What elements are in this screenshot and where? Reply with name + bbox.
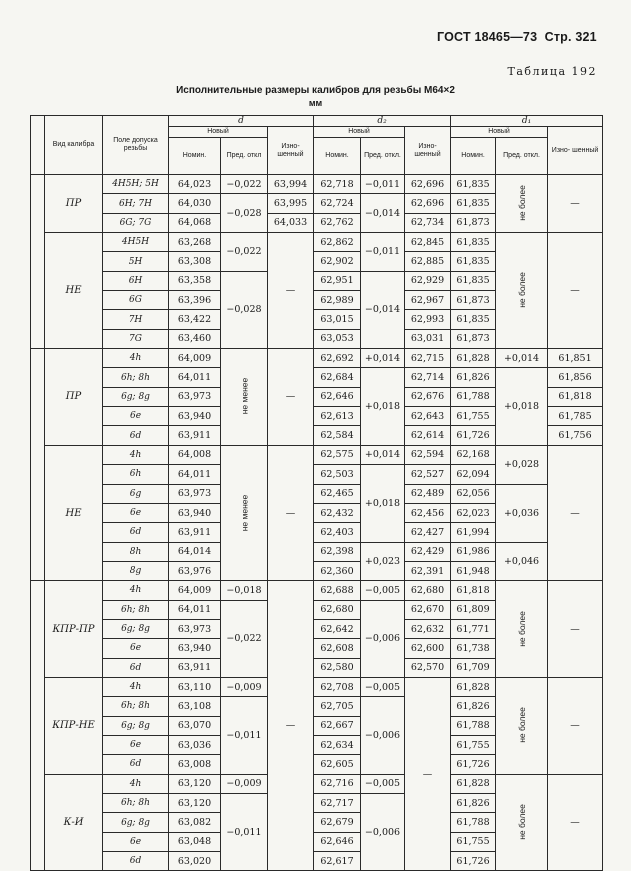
table-cell: 61,835: [451, 233, 496, 252]
table-cell: −0,006: [361, 600, 405, 677]
table-cell: 61,856: [548, 368, 603, 387]
table-cell: 62,929: [405, 271, 451, 290]
kind-ne: НЕ: [45, 233, 103, 349]
table-cell: 62,456: [405, 503, 451, 522]
table-cell: 61,994: [451, 523, 496, 542]
table-cell: +0,018: [361, 368, 405, 445]
table-cell: 63,268: [169, 233, 221, 252]
table-cell: 62,967: [405, 291, 451, 310]
table-cell: 6h; 8h: [103, 794, 169, 813]
table-cell: 63,053: [314, 329, 361, 348]
table-cell: —: [548, 233, 603, 349]
note-ne-bolee: не более: [496, 175, 548, 233]
note-ne-menee: не менее: [221, 445, 268, 580]
table-cell: 6e: [103, 832, 169, 851]
table-cell: 64,008: [169, 445, 221, 464]
table-cell: 6h; 8h: [103, 368, 169, 387]
table-cell: 62,696: [405, 194, 451, 213]
table-cell: 6g; 8g: [103, 716, 169, 735]
table-cell: +0,014: [496, 349, 548, 368]
table-cell: 6H; 7H: [103, 194, 169, 213]
table-cell: 61,851: [548, 349, 603, 368]
table-cell: 62,527: [405, 465, 451, 484]
table-cell: 61,726: [451, 426, 496, 445]
table-cell: 62,676: [405, 387, 451, 406]
table-cell: 63,973: [169, 484, 221, 503]
kind-pr: ПР: [45, 175, 103, 233]
standard-number: ГОСТ 18465—73: [437, 30, 538, 44]
table-cell: 62,845: [405, 233, 451, 252]
col-header-izn-d2: Изно- шенный: [405, 127, 451, 175]
table-cell: 62,600: [405, 639, 451, 658]
table-cell: 61,948: [451, 561, 496, 580]
table-cell: 63,110: [169, 677, 221, 696]
table-cell: 62,716: [314, 774, 361, 793]
table-row: [31, 484, 603, 503]
table-cell: 62,734: [405, 213, 451, 232]
table-cell: −0,014: [361, 194, 405, 233]
table-cell: −0,022: [221, 233, 268, 272]
note-ne-bolee: не более: [496, 233, 548, 349]
table-cell: 63,994: [268, 175, 314, 194]
kind-kpr-ne: КПР-НЕ: [45, 677, 103, 774]
table-cell: 61,755: [451, 407, 496, 426]
table-cell: 62,715: [405, 349, 451, 368]
col-header-vid: Вид калибра: [45, 116, 103, 175]
table-cell: 62,608: [314, 639, 361, 658]
table-cell: 63,120: [169, 794, 221, 813]
table-cell: 61,835: [451, 310, 496, 329]
col-header-pred-d2: Пред. откл.: [361, 138, 405, 175]
table-cell: 4h: [103, 581, 169, 600]
table-row: [31, 542, 603, 561]
table-cell: 6g: [103, 484, 169, 503]
table-cell: 63,396: [169, 291, 221, 310]
table-cell: 61,755: [451, 735, 496, 754]
table-cell: 62,614: [405, 426, 451, 445]
col-header-nomin-d2: Номин.: [314, 138, 361, 175]
table-cell: +0,028: [496, 445, 548, 484]
table-cell: 4h: [103, 349, 169, 368]
col-header-d: d: [169, 116, 314, 127]
table-cell: —: [548, 445, 603, 580]
table-cell: +0,014: [361, 349, 405, 368]
table-cell: 63,973: [169, 387, 221, 406]
table-cell: 62,705: [314, 697, 361, 716]
table-cell: 62,670: [405, 600, 451, 619]
note-ne-menee: не менее: [221, 349, 268, 446]
table-cell: 61,818: [451, 581, 496, 600]
table-cell: 6h; 8h: [103, 697, 169, 716]
table-cell: 4H5H; 5H: [103, 175, 169, 194]
table-cell: 62,632: [405, 619, 451, 638]
page-number: Стр. 321: [544, 30, 597, 44]
table-cell: −0,005: [361, 774, 405, 793]
table-cell: 62,643: [405, 407, 451, 426]
kind-kpr-pr: КПР-ПР: [45, 581, 103, 678]
table-cell: −0,011: [361, 175, 405, 194]
table-cell: 62,680: [405, 581, 451, 600]
table-cell: 62,429: [405, 542, 451, 561]
table-cell: 62,023: [451, 503, 496, 522]
table-cell: 6d: [103, 755, 169, 774]
table-cell: −0,028: [221, 271, 268, 348]
table-cell: 62,503: [314, 465, 361, 484]
table-cell: 61,826: [451, 794, 496, 813]
table-cell: 63,070: [169, 716, 221, 735]
col-header-novy-d1: Новый: [451, 127, 548, 138]
table-cell: −0,022: [221, 175, 268, 194]
table-cell: 61,826: [451, 697, 496, 716]
table-cell: 6G: [103, 291, 169, 310]
kind-k-i: К-И: [45, 774, 103, 871]
table-cell: 63,031: [405, 329, 451, 348]
units-label: мм: [308, 98, 323, 108]
table-cell: 63,020: [169, 852, 221, 871]
col-header-izn-d: Изно- шенный: [268, 127, 314, 175]
table-cell: 61,828: [451, 677, 496, 696]
table-cell: −0,011: [221, 794, 268, 871]
table-cell: —: [548, 175, 603, 233]
table-cell: 7G: [103, 329, 169, 348]
table-cell: 62,885: [405, 252, 451, 271]
col-header-nomin-d1: Номин.: [451, 138, 496, 175]
table-cell: 62,717: [314, 794, 361, 813]
table-row: [31, 445, 603, 464]
col-header-novy-d2: Новый: [314, 127, 405, 138]
table-row: [31, 368, 603, 387]
table-cell: 61,986: [451, 542, 496, 561]
table-cell: 62,580: [314, 658, 361, 677]
table-cell: 6h; 8h: [103, 600, 169, 619]
table-cell: —: [405, 677, 451, 870]
group-label-kontr: [31, 581, 45, 871]
table-cell: −0,018: [221, 581, 268, 600]
table-cell: 5H: [103, 252, 169, 271]
table-cell: −0,009: [221, 677, 268, 696]
table-cell: 63,308: [169, 252, 221, 271]
table-cell: −0,011: [221, 697, 268, 774]
table-cell: 62,617: [314, 852, 361, 871]
table-cell: 63,940: [169, 407, 221, 426]
table-cell: 61,826: [451, 368, 496, 387]
table-cell: 4h: [103, 677, 169, 696]
table-cell: 61,726: [451, 852, 496, 871]
table-cell: 61,835: [451, 252, 496, 271]
table-row: [31, 175, 603, 194]
table-cell: 61,818: [548, 387, 603, 406]
page-header: [437, 30, 597, 44]
table-cell: 6h: [103, 465, 169, 484]
table-cell: 61,835: [451, 175, 496, 194]
table-cell: 62,902: [314, 252, 361, 271]
gauge-dimensions-table: [30, 115, 603, 871]
table-cell: 64,009: [169, 349, 221, 368]
table-cell: 62,667: [314, 716, 361, 735]
table-cell: 62,465: [314, 484, 361, 503]
table-cell: 61,873: [451, 329, 496, 348]
table-cell: 62,993: [405, 310, 451, 329]
kind-pr-ring: ПР: [45, 349, 103, 446]
table-cell: 63,911: [169, 523, 221, 542]
table-cell: 61,835: [451, 271, 496, 290]
table-cell: 62,360: [314, 561, 361, 580]
table-cell: 61,873: [451, 213, 496, 232]
table-cell: 6e: [103, 503, 169, 522]
table-cell: 6e: [103, 407, 169, 426]
table-cell: 61,828: [451, 774, 496, 793]
table-cell: 63,940: [169, 503, 221, 522]
col-header-pred-d1: Пред. откл.: [496, 138, 548, 175]
table-cell: 61,756: [548, 426, 603, 445]
table-cell: −0,009: [221, 774, 268, 793]
col-header-pole: Поле допуска резьбы: [103, 116, 169, 175]
table-cell: 63,973: [169, 619, 221, 638]
table-cell: 62,646: [314, 387, 361, 406]
table-cell: 62,594: [405, 445, 451, 464]
table-cell: 7H: [103, 310, 169, 329]
table-cell: 61,873: [451, 291, 496, 310]
table-cell: 62,575: [314, 445, 361, 464]
table-cell: 63,008: [169, 755, 221, 774]
table-cell: 63,422: [169, 310, 221, 329]
table-cell: −0,011: [361, 233, 405, 272]
table-cell: 6g; 8g: [103, 619, 169, 638]
col-header-izn-d1: Изно- шенный: [548, 127, 603, 175]
table-cell: 64,011: [169, 368, 221, 387]
table-cell: +0,018: [361, 465, 405, 542]
table-cell: 62,646: [314, 832, 361, 851]
table-cell: −0,028: [221, 194, 268, 233]
table-cell: 61,809: [451, 600, 496, 619]
col-header-d1: d₁: [451, 116, 603, 127]
table-cell: 62,718: [314, 175, 361, 194]
table-cell: 62,489: [405, 484, 451, 503]
table-cell: +0,023: [361, 542, 405, 581]
note-ne-bolee: не более: [496, 677, 548, 774]
table-cell: 62,427: [405, 523, 451, 542]
table-cell: 62,570: [405, 658, 451, 677]
table-cell: 63,108: [169, 697, 221, 716]
table-cell: 6d: [103, 523, 169, 542]
table-cell: −0,005: [361, 581, 405, 600]
table-cell: 62,094: [451, 465, 496, 484]
table-cell: 64,014: [169, 542, 221, 561]
table-cell: 62,684: [314, 368, 361, 387]
table-cell: 6g; 8g: [103, 387, 169, 406]
table-cell: 63,911: [169, 426, 221, 445]
table-cell: −0,006: [361, 794, 405, 871]
table-cell: +0,036: [496, 484, 548, 542]
table-cell: —: [268, 233, 314, 349]
table-cell: 61,709: [451, 658, 496, 677]
note-ne-bolee: не более: [496, 581, 548, 678]
table-cell: —: [548, 581, 603, 678]
note-ne-bolee: не более: [496, 774, 548, 871]
table-cell: 63,976: [169, 561, 221, 580]
table-cell: 64,009: [169, 581, 221, 600]
table-cell: 62,391: [405, 561, 451, 580]
table-cell: —: [268, 445, 314, 580]
table-cell: 64,023: [169, 175, 221, 194]
table-cell: 63,048: [169, 832, 221, 851]
table-cell: 61,788: [451, 716, 496, 735]
table-cell: 61,726: [451, 755, 496, 774]
table-cell: 62,989: [314, 291, 361, 310]
table-row: [31, 774, 603, 793]
table-cell: 61,835: [451, 194, 496, 213]
table-cell: 61,788: [451, 387, 496, 406]
table-cell: —: [268, 349, 314, 446]
table-cell: 64,030: [169, 194, 221, 213]
table-cell: 6d: [103, 658, 169, 677]
table-cell: 6H: [103, 271, 169, 290]
table-cell: 61,785: [548, 407, 603, 426]
table-cell: 63,015: [314, 310, 361, 329]
table-cell: 63,911: [169, 658, 221, 677]
table-cell: 6G; 7G: [103, 213, 169, 232]
table-title: Исполнительные размеры калибров для резьбы М64×2: [176, 85, 455, 96]
table-cell: 62,403: [314, 523, 361, 542]
table-cell: 62,680: [314, 600, 361, 619]
col-header-naim: [31, 116, 45, 175]
table-cell: 63,036: [169, 735, 221, 754]
table-cell: 62,692: [314, 349, 361, 368]
table-cell: 62,762: [314, 213, 361, 232]
table-cell: —: [548, 677, 603, 774]
table-cell: 61,788: [451, 813, 496, 832]
table-cell: 63,358: [169, 271, 221, 290]
table-cell: 62,056: [451, 484, 496, 503]
table-cell: 62,714: [405, 368, 451, 387]
table-cell: 63,082: [169, 813, 221, 832]
table-cell: 61,738: [451, 639, 496, 658]
table-cell: 63,940: [169, 639, 221, 658]
table-cell: 62,708: [314, 677, 361, 696]
table-cell: +0,046: [496, 542, 548, 581]
table-cell: 6e: [103, 735, 169, 754]
table-cell: 61,828: [451, 349, 496, 368]
table-cell: 61,771: [451, 619, 496, 638]
table-cell: −0,005: [361, 677, 405, 696]
table-cell: 64,033: [268, 213, 314, 232]
table-cell: 64,068: [169, 213, 221, 232]
group-label-probki: [31, 175, 45, 349]
table-cell: 64,011: [169, 600, 221, 619]
table-cell: 4H5H: [103, 233, 169, 252]
table-cell: 63,460: [169, 329, 221, 348]
table-cell: 6e: [103, 639, 169, 658]
table-cell: 62,688: [314, 581, 361, 600]
table-cell: 62,398: [314, 542, 361, 561]
table-cell: 62,642: [314, 619, 361, 638]
table-cell: 8g: [103, 561, 169, 580]
kind-ne-ring: НЕ: [45, 445, 103, 580]
table-cell: 62,613: [314, 407, 361, 426]
table-cell: 62,696: [405, 175, 451, 194]
table-cell: 64,011: [169, 465, 221, 484]
table-row: [31, 349, 603, 368]
table-cell: 6d: [103, 426, 169, 445]
table-cell: 63,120: [169, 774, 221, 793]
table-cell: 62,679: [314, 813, 361, 832]
table-cell: 4h: [103, 445, 169, 464]
table-row: [31, 677, 603, 696]
table-cell: 63,995: [268, 194, 314, 213]
table-cell: 62,584: [314, 426, 361, 445]
col-header-nomin-d: Номин.: [169, 138, 221, 175]
table-cell: 62,605: [314, 755, 361, 774]
col-header-d2: d₂: [314, 116, 451, 127]
table-cell: −0,022: [221, 600, 268, 677]
table-cell: 6d: [103, 852, 169, 871]
table-cell: 8h: [103, 542, 169, 561]
table-cell: 62,634: [314, 735, 361, 754]
table-cell: −0,014: [361, 271, 405, 348]
table-cell: +0,014: [361, 445, 405, 464]
table-cell: 61,755: [451, 832, 496, 851]
table-cell: 62,724: [314, 194, 361, 213]
table-cell: 62,168: [451, 445, 496, 464]
col-header-novy-d: Новый: [169, 127, 268, 138]
col-header-pred-d: Пред. откл: [221, 138, 268, 175]
table-row: [31, 233, 603, 252]
table-cell: 4h: [103, 774, 169, 793]
table-cell: —: [548, 774, 603, 871]
table-row: [31, 581, 603, 600]
table-cell: 6g; 8g: [103, 813, 169, 832]
group-label-koltsa: [31, 349, 45, 581]
table-cell: −0,006: [361, 697, 405, 774]
table-cell: —: [268, 581, 314, 871]
table-cell: 62,862: [314, 233, 361, 252]
table-label: Таблица 192: [507, 65, 597, 78]
table-cell: +0,018: [496, 368, 548, 445]
table-cell: 62,951: [314, 271, 361, 290]
table-cell: 62,432: [314, 503, 361, 522]
